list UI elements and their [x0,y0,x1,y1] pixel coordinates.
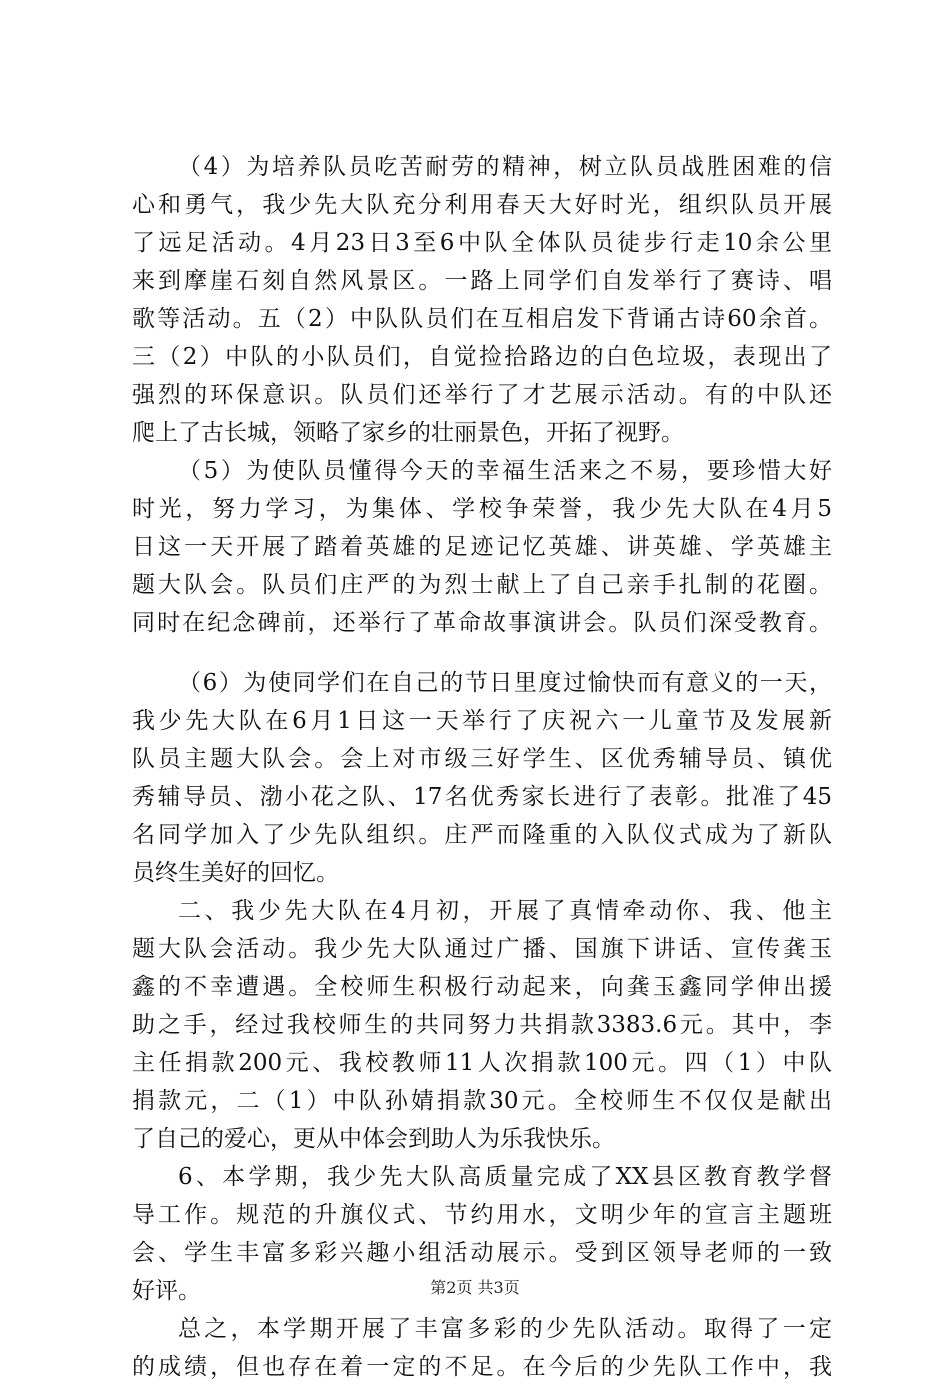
text-line: 队员主题大队会。会上对市级三好学生、区优秀辅导员、镇优 [132,746,832,772]
text-line: 的成绩，但也存在着一定的不足。在今后的少先队工作中，我 [132,1354,832,1380]
text-line: 我少先大队在6月1日这一天举行了庆祝六一儿童节及发展新 [132,708,832,734]
paragraph-summary [132,1310,832,1386]
text-line: 捐款元，二（1）中队孙婧捐款30元。全校师生不仅仅是献出 [132,1088,832,1114]
text-line: 时光，努力学习，为集体、学校争荣誉，我少先大队在4月5 [132,496,832,522]
text-line: 助之手，经过我校师生的共同努力共捐款3383.6元。其中，李 [132,1012,832,1038]
paragraph-hero-memorial [132,452,832,642]
text-line: 主任捐款200元、我校教师11人次捐款100元。四（1）中队 [132,1050,832,1076]
text-line: 名同学加入了少先队组织。庄严而隆重的入队仪式成为了新队 [132,822,832,848]
text-line: 会、学生丰富多彩兴趣小组活动展示。受到区领导老师的一致 [132,1240,832,1266]
text-line: 了远足活动。4月23日3至6中队全体队员徒步行走10余公里 [132,230,832,256]
text-line: 强烈的环保意识。队员们还举行了才艺展示活动。有的中队还 [132,382,832,408]
text-line: 二、我少先大队在4月初，开展了真情牵动你、我、他主 [178,898,832,924]
text-line: 员终生美好的回忆。 [132,860,339,886]
text-line: 题大队会。队员们庄严的为烈士献上了自己亲手扎制的花圈。 [132,572,832,598]
paragraph-childrens-day [132,664,832,892]
text-line: （5）为使队员懂得今天的幸福生活来之不易，要珍惜大好 [178,458,832,484]
text-line: （4）为培养队员吃苦耐劳的精神，树立队员战胜困难的信 [178,154,832,180]
text-line: 来到摩崖石刻自然风景区。一路上同学们自发举行了赛诗、唱 [132,268,832,294]
text-line: （6）为使同学们在自己的节日里度过愉快而有意义的一天， [178,670,832,696]
text-line: 心和勇气，我少先大队充分利用春天大好时光，组织队员开展 [132,192,832,218]
paragraph-hiking-activity [132,148,832,452]
text-line: 总之，本学期开展了丰富多彩的少先队活动。取得了一定 [178,1316,832,1342]
text-line: 好评。 [132,1278,201,1304]
text-line: 导工作。规范的升旗仪式、节约用水，文明少年的宣言主题班 [132,1202,832,1228]
text-line: 秀辅导员、渤小花之队、17名优秀家长进行了表彰。批准了45 [132,784,832,810]
text-line: 同时在纪念碑前，还举行了革命故事演讲会。队员们深受教育。 [132,610,832,636]
paragraph-gap [132,642,832,664]
paragraph-donation-activity [132,892,832,1158]
text-line: 了自己的爱心，更从中体会到助人为乐我快乐。 [132,1126,615,1152]
text-line: 爬上了古长城，领略了家乡的壮丽景色，开拓了视野。 [132,420,684,446]
document-body [132,148,832,1386]
text-line: 6、本学期，我少先大队高质量完成了XX县区教育教学督 [178,1164,832,1190]
text-line: 歌等活动。五（2）中队队员们在互相启发下背诵古诗60余首。 [132,306,832,332]
text-line: 日这一天开展了踏着英雄的足迹记忆英雄、讲英雄、学英雄主 [132,534,832,560]
text-line: 三（2）中队的小队员们，自觉捡拾路边的白色垃圾，表现出了 [132,344,832,370]
text-line: 题大队会活动。我少先大队通过广播、国旗下讲话、宣传龚玉 [132,936,832,962]
page-number-footer: 第2页 共3页 [430,1278,520,1297]
text-line: 鑫的不幸遭遇。全校师生积极行动起来，向龚玉鑫同学伸出援 [132,974,832,1000]
